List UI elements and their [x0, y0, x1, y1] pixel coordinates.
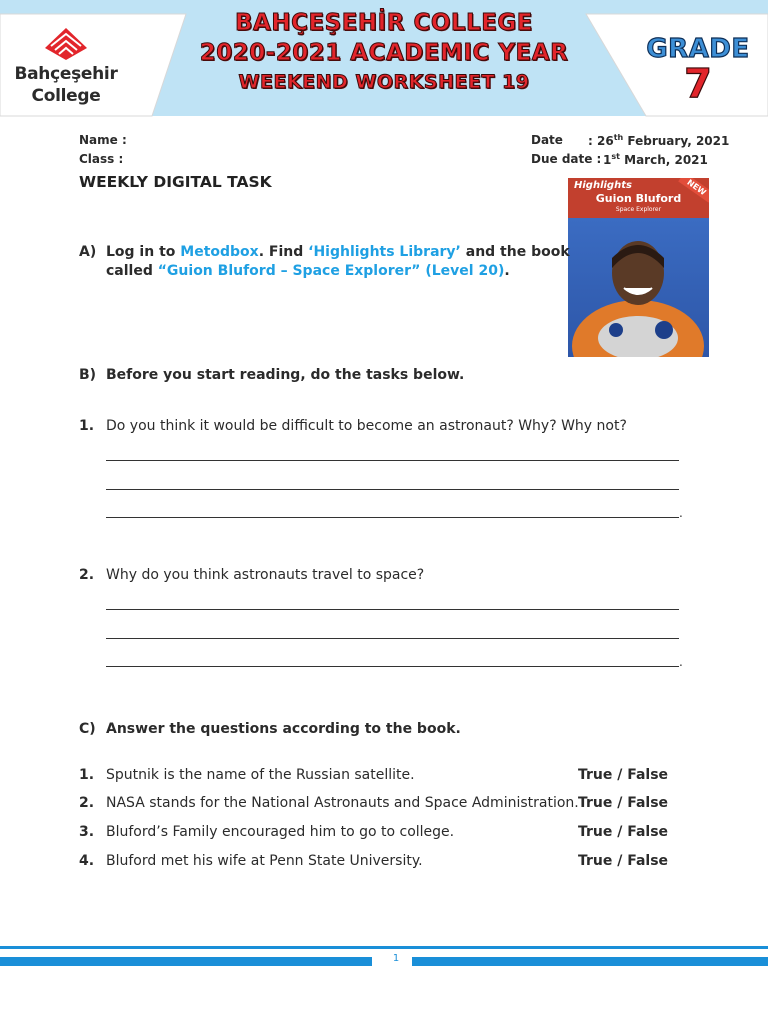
section-a-line-2 — [106, 263, 510, 279]
cover-new-badge: NEW — [678, 178, 709, 203]
task-heading: WEEKLY DIGITAL TASK — [79, 173, 272, 191]
due-date-label: Due date : — [531, 152, 602, 166]
name-label: Name : — [79, 133, 127, 147]
answer-line[interactable] — [106, 666, 679, 667]
question-text: Do you think it would be difficult to become an astronaut? Why? Why not? — [106, 418, 627, 434]
section-a-line-1 — [106, 244, 570, 260]
logo-mark-icon — [43, 26, 89, 62]
school-logo — [12, 26, 120, 106]
footer-bar-left — [0, 957, 372, 966]
cover-astronaut-art — [568, 218, 709, 357]
section-c-label: C) — [79, 721, 96, 737]
true-false-choice[interactable]: True / False — [578, 767, 669, 783]
metodbox-link[interactable]: Metodbox — [180, 244, 259, 260]
statement-number: 1. — [79, 767, 95, 783]
statement-number: 4. — [79, 853, 95, 869]
title-year: 2020-2021 ACADEMIC YEAR — [199, 40, 569, 66]
answer-line[interactable] — [106, 489, 679, 490]
book-cover-image — [568, 178, 709, 357]
section-a-text-2: . Find — [258, 244, 309, 260]
cover-title: Guion Bluford — [595, 192, 682, 205]
answer-line[interactable] — [106, 638, 679, 639]
date-suffix: th — [613, 133, 624, 142]
statement-number: 2. — [79, 795, 95, 811]
question-number: 1. — [79, 418, 95, 434]
question-text: Why do you think astronauts travel to space? — [106, 567, 425, 583]
book-title-link[interactable]: “Guion Bluford – Space Explorer” (Level 20) — [157, 263, 505, 279]
section-b-instruction: Before you start reading, do the tasks below. — [106, 367, 465, 383]
class-label: Class : — [79, 152, 124, 166]
title-worksheet: WEEKEND WORKSHEET 19 — [238, 71, 530, 93]
question-number: 2. — [79, 567, 95, 583]
grade-badge — [628, 34, 768, 107]
due-suffix: st — [611, 152, 620, 161]
date-day: : 26 — [588, 134, 614, 148]
line-end-dot: . — [679, 655, 683, 669]
date-rest: February, 2021 — [623, 134, 730, 148]
astronaut-icon — [568, 218, 709, 357]
cover-subtitle: Space Explorer — [615, 206, 662, 213]
section-a-text-3: and the book — [460, 244, 570, 260]
statement-text: Sputnik is the name of the Russian satellite. — [106, 767, 415, 783]
answer-line[interactable] — [106, 609, 679, 610]
section-c-instruction: Answer the questions according to the book. — [106, 721, 461, 737]
grade-number: 7 — [684, 61, 712, 107]
statement-text: Bluford’s Family encouraged him to go to college. — [106, 824, 455, 840]
true-false-choice[interactable]: True / False — [578, 824, 669, 840]
section-a-text-4: called — [106, 263, 158, 279]
page-number: 1 — [392, 953, 400, 964]
grade-label: GRADE — [646, 34, 750, 64]
section-a-label: A) — [79, 244, 97, 260]
line-end-dot: . — [679, 506, 683, 520]
worksheet-header — [0, 0, 768, 118]
logo-text-2: College — [31, 86, 101, 106]
date-label: Date — [531, 133, 563, 147]
footer-bar-right — [412, 957, 768, 966]
answer-line[interactable] — [106, 460, 679, 461]
footer-rule — [0, 946, 768, 949]
statement-text: NASA stands for the National Astronauts and Space Administration. — [106, 795, 579, 811]
highlights-library-link[interactable]: ‘Highlights Library’ — [308, 244, 461, 260]
answer-line[interactable] — [106, 517, 679, 518]
due-rest: March, 2021 — [619, 153, 708, 167]
title-school: BAHÇEŞEHİR COLLEGE — [234, 10, 534, 36]
statement-text: Bluford met his wife at Penn State University. — [106, 853, 423, 869]
due-day: 1 — [603, 153, 612, 167]
date-value — [588, 133, 729, 148]
due-date-value — [603, 152, 708, 167]
statement-number: 3. — [79, 824, 95, 840]
section-b-label: B) — [79, 367, 97, 383]
section-a-text-1: Log in to — [106, 244, 181, 260]
worksheet-title — [176, 8, 592, 96]
section-a-text-5: . — [504, 263, 510, 279]
cover-brand: Highlights — [574, 180, 632, 191]
true-false-choice[interactable]: True / False — [578, 795, 669, 811]
true-false-choice[interactable]: True / False — [578, 853, 669, 869]
logo-text-1: Bahçeşehir — [14, 64, 118, 84]
